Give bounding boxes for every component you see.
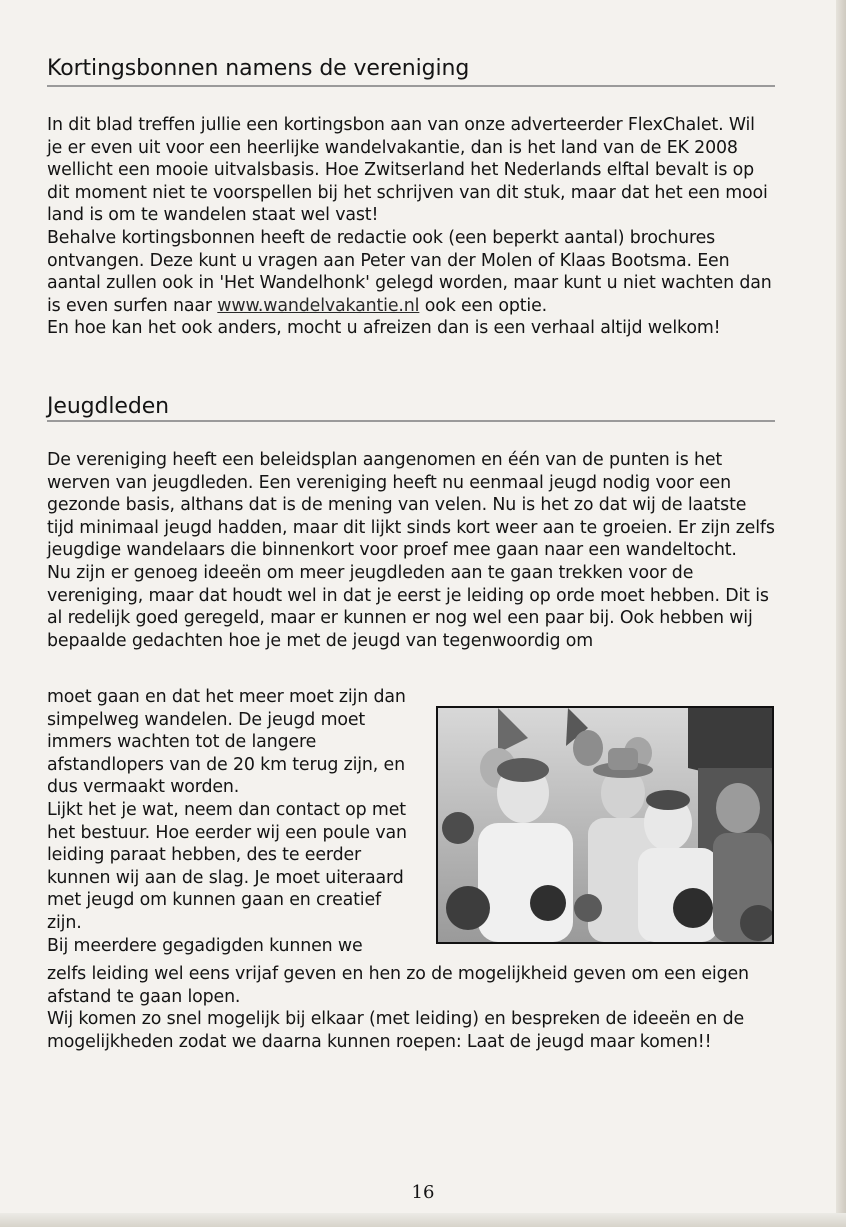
section-body-jeugdleden — [47, 449, 775, 652]
paragraph: Bij meerdere gegadigden kunnen we — [47, 935, 363, 956]
paragraph: Lijkt het je wat, neem dan contact op met het bestuur. Hoe eerder wij een poule van leiding paraat hebben, des te eerder kunnen wij aan de slag. Je moet uiteraard met jeugd om kunnen gaan en creatief zijn. — [47, 799, 407, 933]
section-title-kortingsbonnen: Kortingsbonnen namens de vereniging — [47, 56, 470, 81]
section-rule — [47, 420, 775, 422]
section-title-jeugdleden: Jeugdleden — [47, 394, 169, 419]
paragraph: moet gaan en dat het meer moet zijn dan simpelweg wandelen. De jeugd moet immers wachten tot de langere afstandlopers van de 20 km terug zijn, en dus vermaakt worden. — [47, 687, 406, 798]
wrapped-text — [47, 686, 407, 957]
paragraph: Wij komen zo snel mogelijk bij elkaar (met leiding) en bespreken de ideeën en de mogelijkheden zodat we daarna kunnen roepen: Laat de jeugd maar komen!! — [47, 1009, 745, 1052]
page-number: 16 — [411, 1182, 435, 1203]
paragraph: In dit blad treffen jullie een kortingsbon aan van onze adverteerder FlexChalet. Wil je er even uit voor een heerlijke wandelvakantie, dan is het land van de EK 2008 wellicht een mooie uitvalsbasis. Hoe Zwitserland het Nederlands elftal bevalt is op dit moment niet te voorspellen bij het schrijven van dit stuk, maar dat het een mooi land is om te wandelen staat wel vast! — [47, 115, 768, 226]
photo-illustration — [438, 708, 772, 942]
section-body-kortingsbonnen — [47, 114, 775, 340]
section-rule — [47, 85, 775, 87]
website-link[interactable]: www.wandelvakantie.nl — [217, 295, 420, 316]
paragraph: De vereniging heeft een beleidsplan aangenomen en één van de punten is het werven van jeugdleden. Een vereniging heeft nu eenmaal jeugd nodig voor een gezonde basis, althans dat is de mening van velen. Nu is het zo dat wij de laatste tijd minimaal jeugd hadden, maar dit lijkt sinds kort weer aan te groeien. Er zijn zelfs jeugdige wandelaars die binnenkort voor proef mee gaan naar een wandeltocht. — [47, 450, 775, 561]
paragraph: En hoe kan het ook anders, mocht u afreizen dan is een verhaal altijd welkom! — [47, 318, 721, 339]
page-edge — [836, 0, 846, 1227]
paragraph: zelfs leiding wel eens vrijaf geven en hen zo de mogelijkheid geven om een eigen afstand te gaan lopen. — [47, 964, 749, 1007]
closing-text — [47, 963, 775, 1053]
page-edge-bottom — [0, 1213, 846, 1227]
paragraph — [47, 227, 775, 317]
paragraph: Nu zijn er genoeg ideeën om meer jeugdleden aan te gaan trekken voor de vereniging, maar dat houdt wel in dat je eerst je leiding op orde moet hebben. Dit is al redelijk goed geregeld, maar er kunnen er nog wel een paar bij. Ook hebben wij bepaalde gedachten hoe je met de jeugd van tegenwoordig om — [47, 562, 769, 651]
paragraph-text: Behalve kortingsbonnen heeft de redactie ook (een beperkt aantal) brochures ontvangen. Deze kunt u vragen aan Peter van der Molen of Klaas Bootsma. Een aantal zullen ook in 'Het Wandelhonk' gelegd worden, maar kunt u niet wachten dan is even surfen naar — [47, 227, 772, 316]
photo-children — [436, 706, 774, 944]
paragraph-text: ook een optie. — [424, 295, 548, 316]
